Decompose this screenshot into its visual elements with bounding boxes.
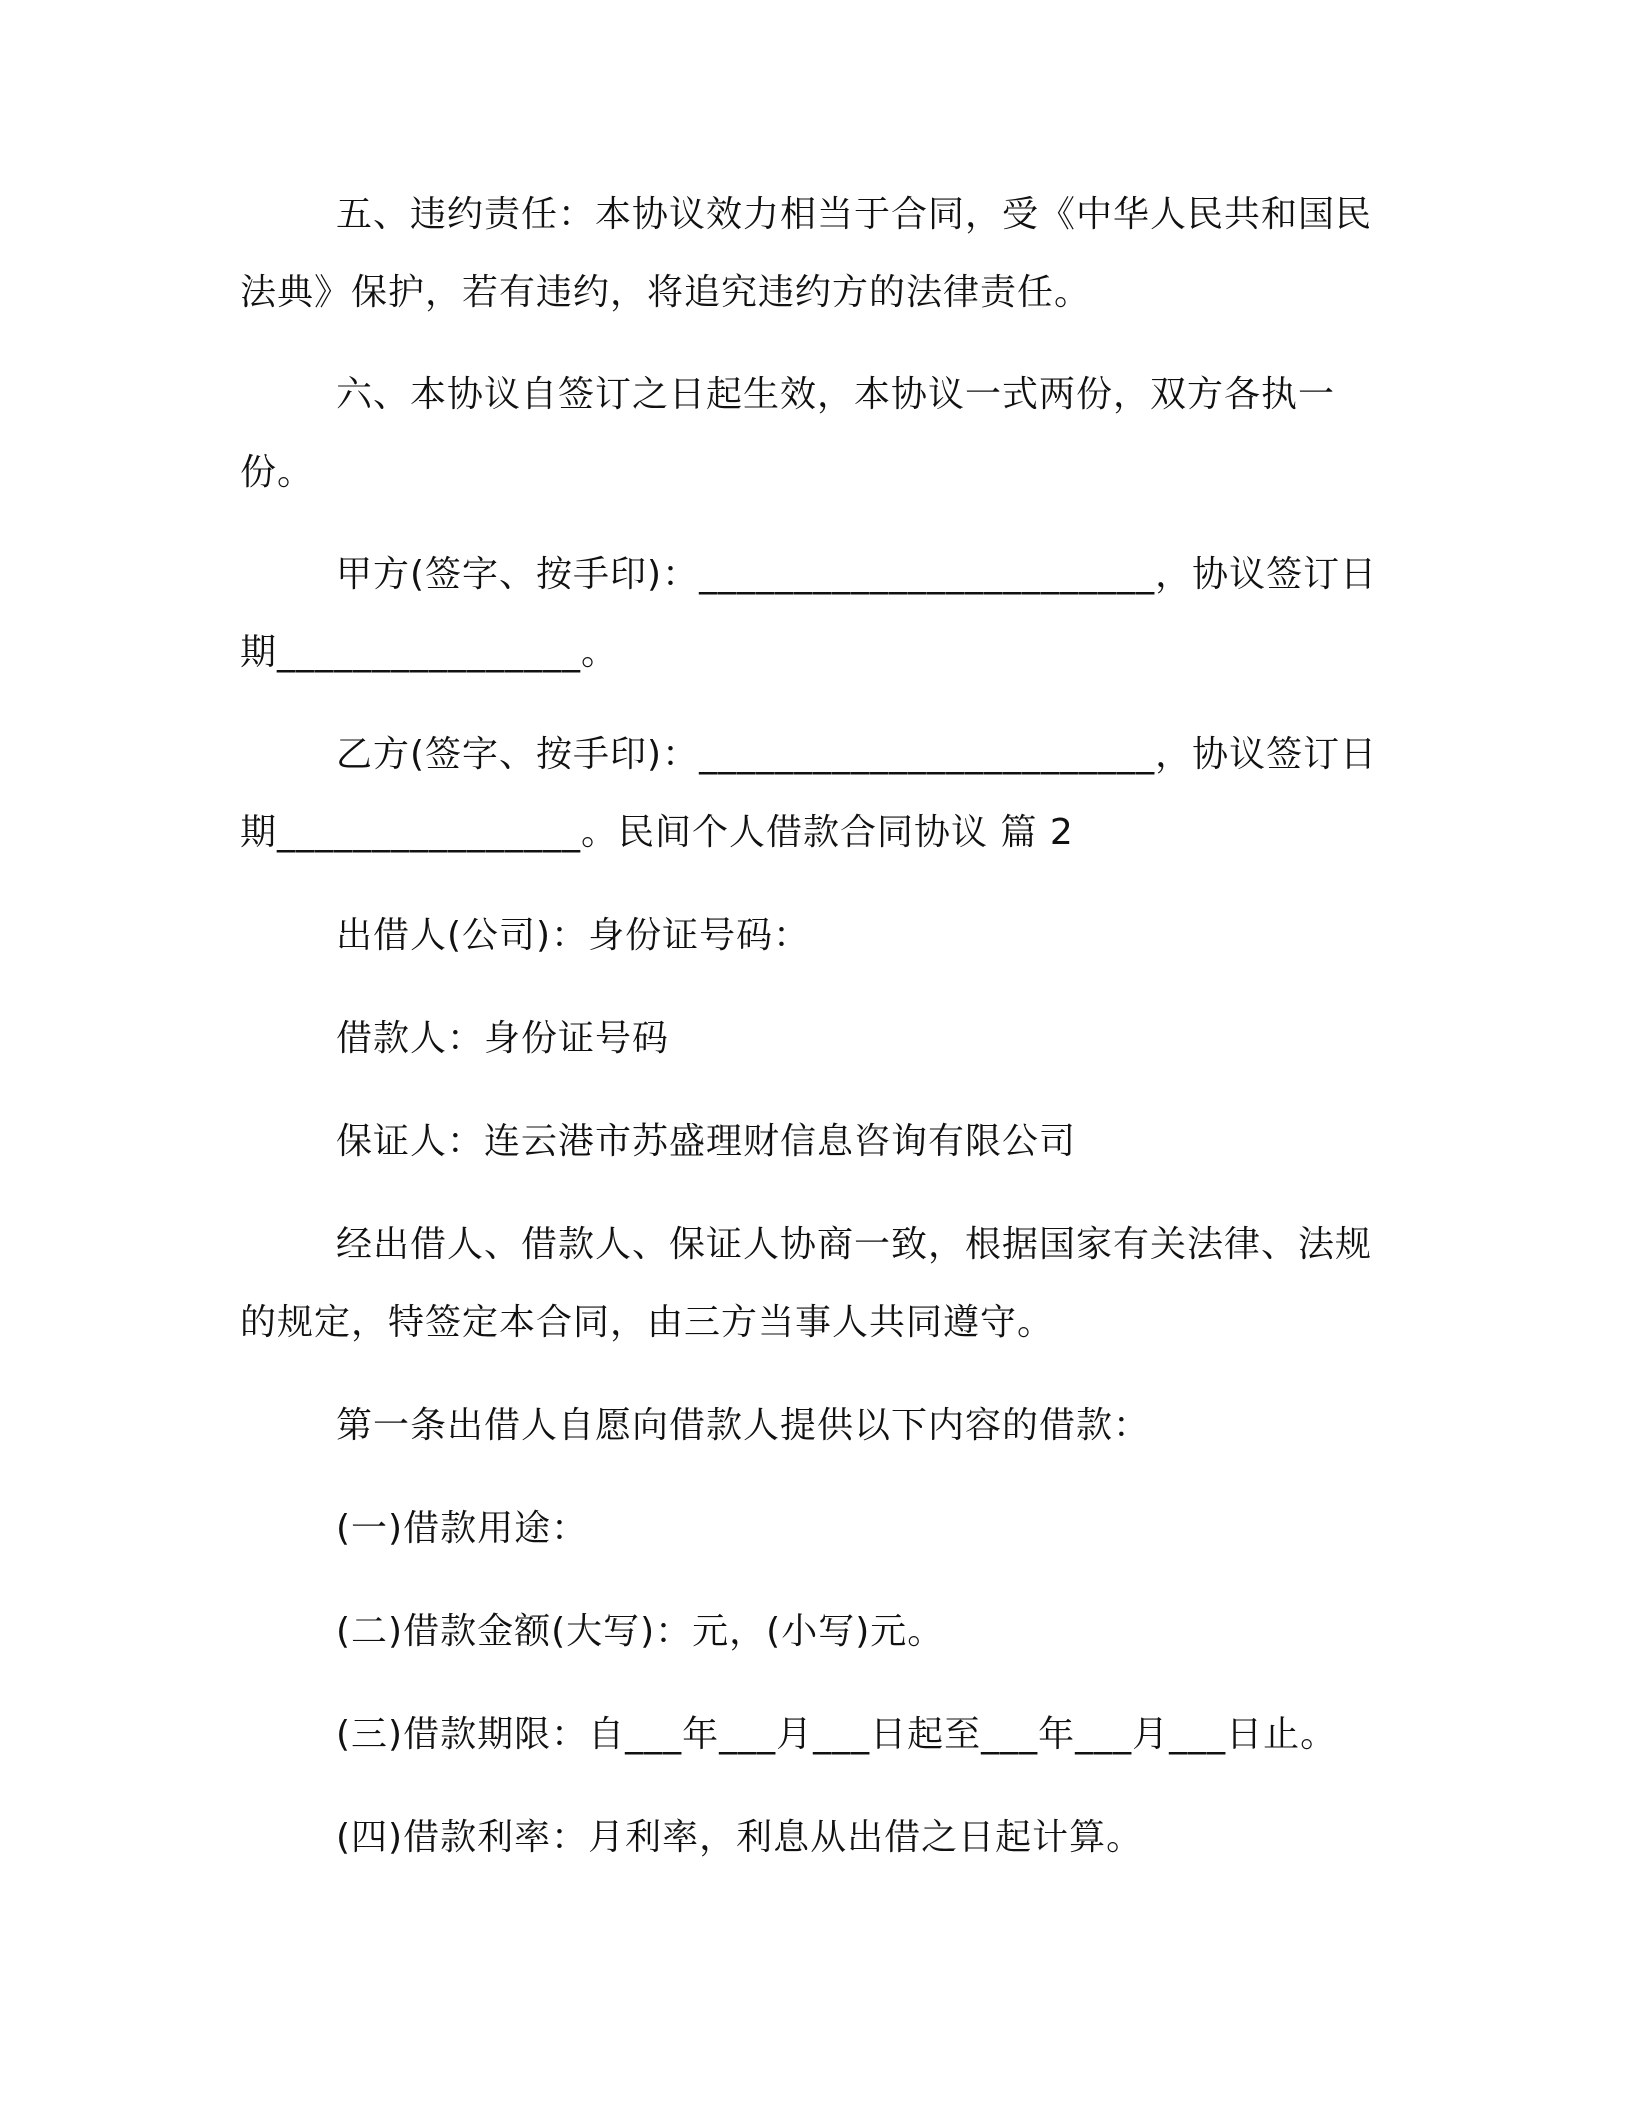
borrower-field: 借款人：身份证号码 bbox=[336, 1018, 670, 1059]
clause-breach-liability: 五、违约责任：本协议效力相当于合同，受《中华人民共和国民法典》保护，若有违约，将追究违约方的法律责任。 bbox=[240, 194, 1373, 313]
article-one-heading: 第一条出借人自愿向借款人提供以下内容的借款： bbox=[336, 1405, 1151, 1446]
document-body bbox=[240, 176, 1390, 1877]
party-a-signature-line: 甲方(签字、按手印)：________________________，协议签订日期________________。 bbox=[240, 554, 1378, 673]
lender-field: 出借人(公司)：身份证号码： bbox=[336, 915, 811, 956]
loan-amount-field: (二)借款金额(大写)：元，(小写)元。 bbox=[336, 1611, 945, 1652]
loan-purpose-field: (一)借款用途： bbox=[336, 1508, 589, 1549]
loan-term-field: (三)借款期限：自___年___月___日起至___年___月___日止。 bbox=[336, 1714, 1338, 1755]
contract-preamble: 经出借人、借款人、保证人协商一致，根据国家有关法律、法规的规定，特签定本合同，由三方当事人共同遵守。 bbox=[240, 1224, 1373, 1343]
loan-interest-rate-field: (四)借款利率：月利率，利息从出借之日起计算。 bbox=[336, 1817, 1144, 1858]
clause-effective-date: 六、本协议自签订之日起生效，本协议一式两份，双方各执一份。 bbox=[240, 374, 1336, 493]
guarantor-field: 保证人：连云港市苏盛理财信息咨询有限公司 bbox=[336, 1121, 1077, 1162]
party-b-signature-line: 乙方(签字、按手印)：________________________，协议签订日期________________。民间个人借款合同协议 篇 2 bbox=[240, 734, 1378, 853]
